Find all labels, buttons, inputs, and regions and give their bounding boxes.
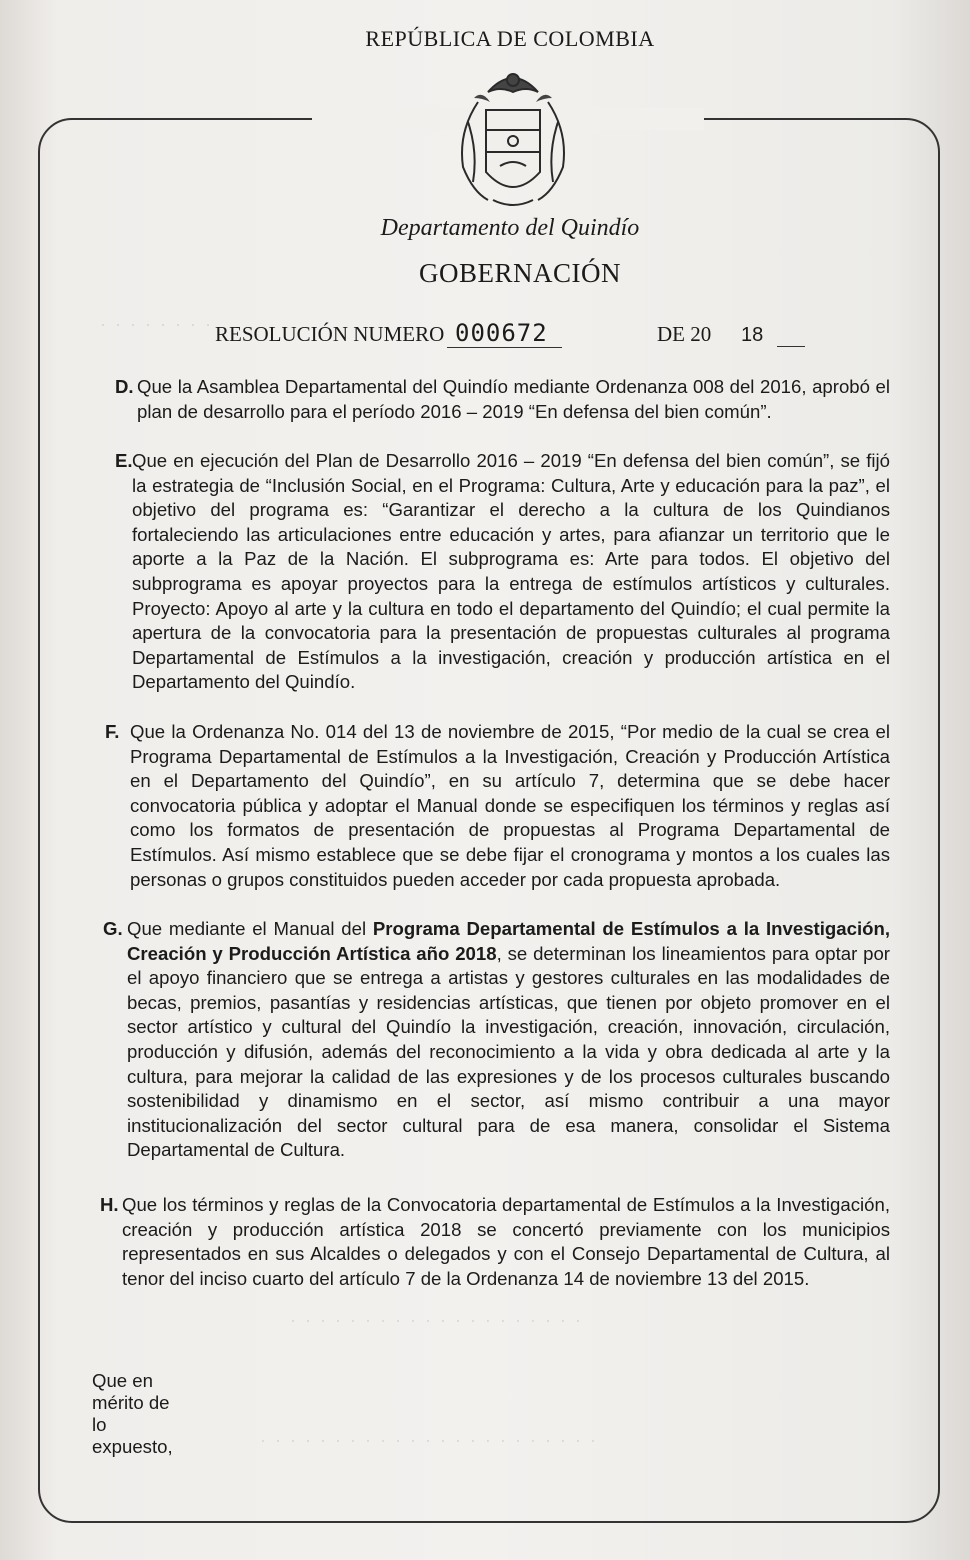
resolution-underline	[777, 326, 805, 347]
clause-text: Que los términos y reglas de la Convocatoria departamental de Estímulos a la Investigación, creación y producción artística 2018 se concertó previamente con los municipios representados en sus Alcaldes o delegados y con el Consejo Departamental de Cultura, al tenor del inciso cuarto del artículo 7 de la Ordenanza 14 de noviembre 13 del 2015.	[122, 1194, 890, 1289]
coat-of-arms-icon	[438, 62, 588, 212]
clause-letter: D.	[115, 376, 134, 397]
bleed-through-text: · · · · · · · · · · · · · · · · · · · ·	[290, 1310, 583, 1330]
clause-text-rest: , se determinan los lineamientos para optar por el apoyo financiero que se entrega a artistas y gestores culturales en las modalidades de becas, premios, pasantías y residencias artísticas, que tienen por objeto promover en el sector artístico y cultural del Quindío la investigación, creación, innovación, circulación, producción y difusión, además del reconocimiento a la vida y obra dedicada al arte y la cultura, para mejorar la calidad de las expresiones y de los procesos culturales buscando sostenibilidad y dinamismo en el sector, así mismo contribuir a una mayor institucionalización del sector cultural para de esa manera, consolidar el Sistema Departamental de Cultura.	[127, 942, 890, 1161]
clause-text: Que en ejecución del Plan de Desarrollo 2016 – 2019 “En defensa del bien común”, se fijó la estrategia de “Inclusión Social, en el Programa: Cultura, Arte y educación para la paz”, el objetivo del programa es: “Garantizar el derecho a la cultura de los Quindianos fortaleciendo las articulaciones entre educación y artes, para afianzar un territorio que le aporte a la Paz de la Nación. El subprograma es: Arte para todos. El objetivo del subprograma es apoyar proyectos para la entrega de estímulos artísticos y culturales. Proyecto: Apoyo al arte y la cultura en todo el departamento del Quindío; el cual permite la apertura de la convocatoria para la presentación de propuestas culturales al programa Departamental de Estímulos a la investigación, creación y producción artística en el Departamento del Quindío.	[132, 450, 890, 693]
clause-text-program-name: Programa Departamental de Estímulos a la Investigación, Creación y Producción Artística año 2018	[127, 918, 890, 964]
resolution-year-suffix: 18	[741, 324, 764, 346]
bleed-through-text: · · · · · · · · · · · · · · · · · · · · · · ·	[260, 1430, 598, 1450]
country-title: REPÚBLICA DE COLOMBIA	[365, 26, 655, 51]
clause-text	[127, 917, 890, 1163]
department-name: Departamento del Quindío	[380, 215, 640, 241]
clause-letter: G.	[103, 918, 123, 939]
clause-letter: E.	[115, 450, 133, 471]
resolution-number: 000672	[447, 319, 562, 348]
clause-text: Que la Asamblea Departamental del Quindío mediante Ordenanza 008 del 2016, aprobó el plan de desarrollo para el período 2016 – 2019 “En defensa del bien común”.	[137, 376, 890, 422]
closing-line: Que en mérito de lo expuesto,	[92, 1370, 173, 1457]
clause-text-intro: Que mediante el Manual del	[127, 918, 373, 939]
clause-letter: H.	[100, 1194, 119, 1215]
bleed-through-text: · · · · · · · ·	[100, 314, 213, 334]
office-title: GOBERNACIÓN	[418, 258, 621, 288]
resolution-year-label: DE 20	[657, 322, 712, 346]
clause-text: Que la Ordenanza No. 014 del 13 de noviembre de 2015, “Por medio de la cual se crea el Programa Departamental de Estímulos a la Investigación, Creación y Producción Artística en el Departamento del Quindío”, en su artículo 7, determina que se debe hacer convocatoria pública y adoptar el Manual donde se especifiquen los términos y reglas así como los formatos de presentación de propuestas al Programa Departamental de Estímulos. Así mismo establece que se debe fijar el cronograma y montos a los cuales las personas o grupos constituidos pueden acceder por cada propuesta aprobada.	[130, 721, 890, 890]
clause-letter: F.	[105, 721, 120, 742]
resolution-label: RESOLUCIÓN NUMERO	[215, 322, 445, 346]
